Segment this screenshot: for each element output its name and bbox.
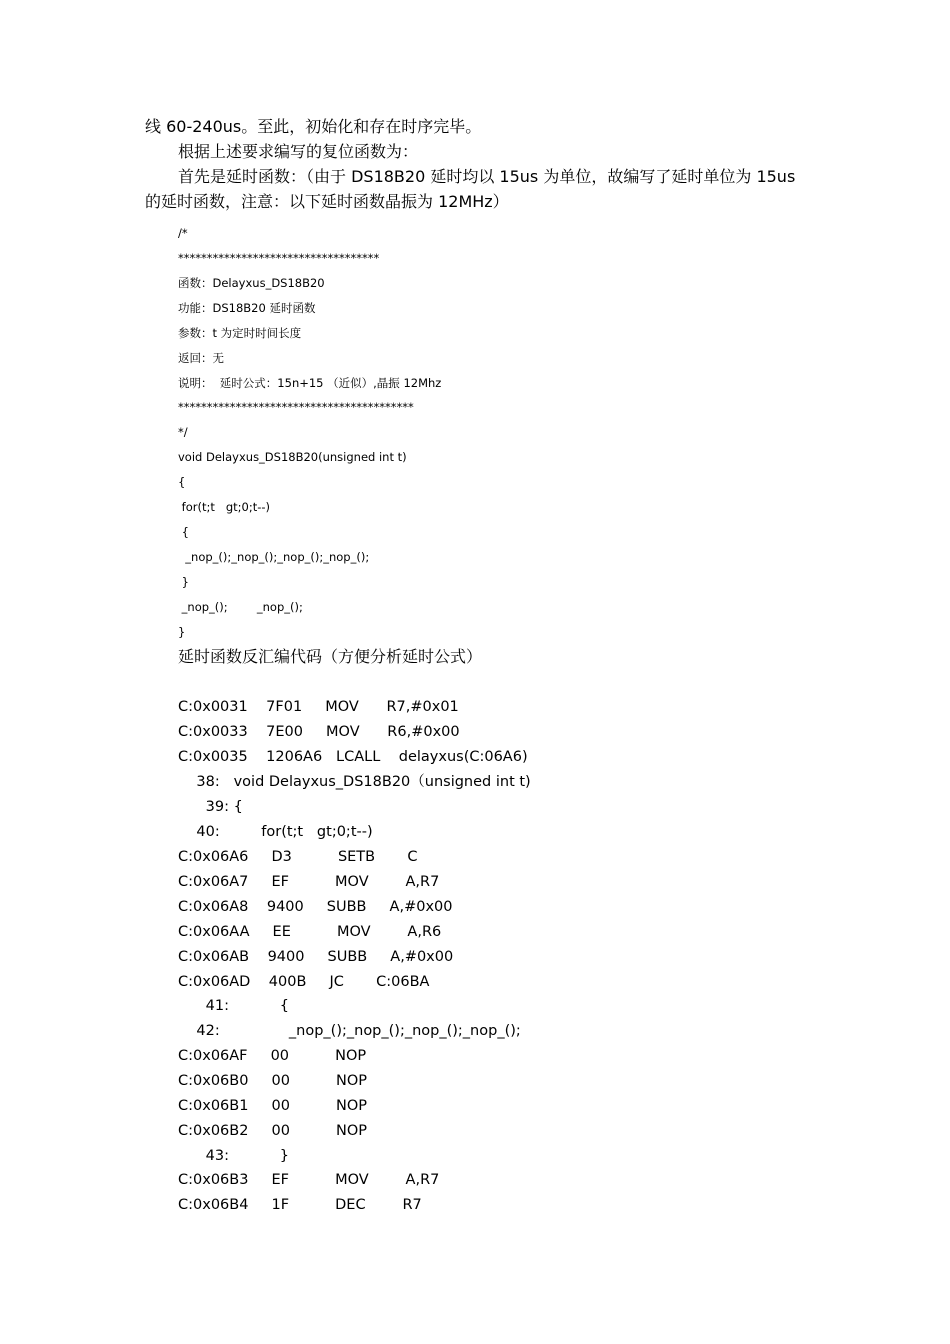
comment-line: /* [178, 226, 188, 240]
comment-line: 函数：Delayxus_DS18B20 [178, 276, 325, 290]
comment-line: ***************************************** [178, 400, 414, 414]
disasm-line: C:0x06B3 EF MOV A,R7 [178, 1172, 440, 1188]
disasm-line: C:0x06B0 00 NOP [178, 1073, 368, 1089]
disasm-line: C:0x0033 7E00 MOV R6,#0x00 [178, 724, 460, 740]
intro-line-2: 根据上述要求编写的复位函数为： [178, 142, 419, 161]
code-line: } [178, 625, 186, 639]
code-line: { [178, 525, 189, 539]
disasm-line: 40: for(t;t gt;0;t--) [178, 824, 373, 840]
disasm-line: 43: } [178, 1148, 289, 1164]
intro-line-1: 线 60-240us。至此，初始化和存在时序完毕。 [145, 117, 482, 136]
disasm-line: 39: { [178, 799, 243, 815]
code-line: void Delayxus_DS18B20(unsigned int t) [178, 450, 407, 464]
comment-line: *********************************** [178, 251, 380, 265]
disasm-line: C:0x06AF 00 NOP [178, 1048, 367, 1064]
code-line: for(t;t gt;0;t--) [178, 500, 270, 514]
comment-line: 说明： 延时公式：15n+15 （近似）,晶振 12Mhz [178, 376, 442, 390]
disasm-line: C:0x06B2 00 NOP [178, 1123, 368, 1139]
intro-line-4: 的延时函数，注意：以下延时函数晶振为 12MHz） [145, 192, 509, 211]
disasm-title: 延时函数反汇编代码（方便分析延时公式） [178, 647, 483, 666]
disasm-line: C:0x06B1 00 NOP [178, 1098, 368, 1114]
comment-line: 参数：t 为定时时间长度 [178, 326, 302, 340]
disasm-line: C:0x0031 7F01 MOV R7,#0x01 [178, 699, 459, 715]
disasm-line: 38: void Delayxus_DS18B20（unsigned int t) [178, 774, 531, 790]
comment-line: 功能：DS18B20 延时函数 [178, 301, 316, 315]
comment-line: */ [178, 425, 188, 439]
disasm-line: C:0x0035 1206A6 LCALL delayxus(C:06A6) [178, 749, 528, 765]
disasm-line: 42: _nop_();_nop_();_nop_();_nop_(); [178, 1023, 521, 1039]
disasm-line: C:0x06A6 D3 SETB C [178, 849, 418, 865]
code-line: } [178, 575, 189, 589]
code-line: { [178, 475, 186, 489]
disasm-line: C:0x06AB 9400 SUBB A,#0x00 [178, 949, 454, 965]
comment-line: 返回：无 [178, 351, 224, 365]
intro-line-3: 首先是延时函数：（由于 DS18B20 延时均以 15us 为单位，故编写了延时单位为 15us [178, 167, 796, 186]
disasm-line: C:0x06A8 9400 SUBB A,#0x00 [178, 899, 453, 915]
disasm-line: C:0x06AD 400B JC C:06BA [178, 974, 430, 990]
disasm-line: 41: { [178, 998, 289, 1014]
code-line: _nop_(); _nop_(); [178, 600, 303, 614]
code-line: _nop_();_nop_();_nop_();_nop_(); [178, 550, 370, 564]
disasm-line: C:0x06AA EE MOV A,R6 [178, 924, 442, 940]
disasm-line: C:0x06B4 1F DEC R7 [178, 1197, 422, 1213]
disasm-line: C:0x06A7 EF MOV A,R7 [178, 874, 440, 890]
